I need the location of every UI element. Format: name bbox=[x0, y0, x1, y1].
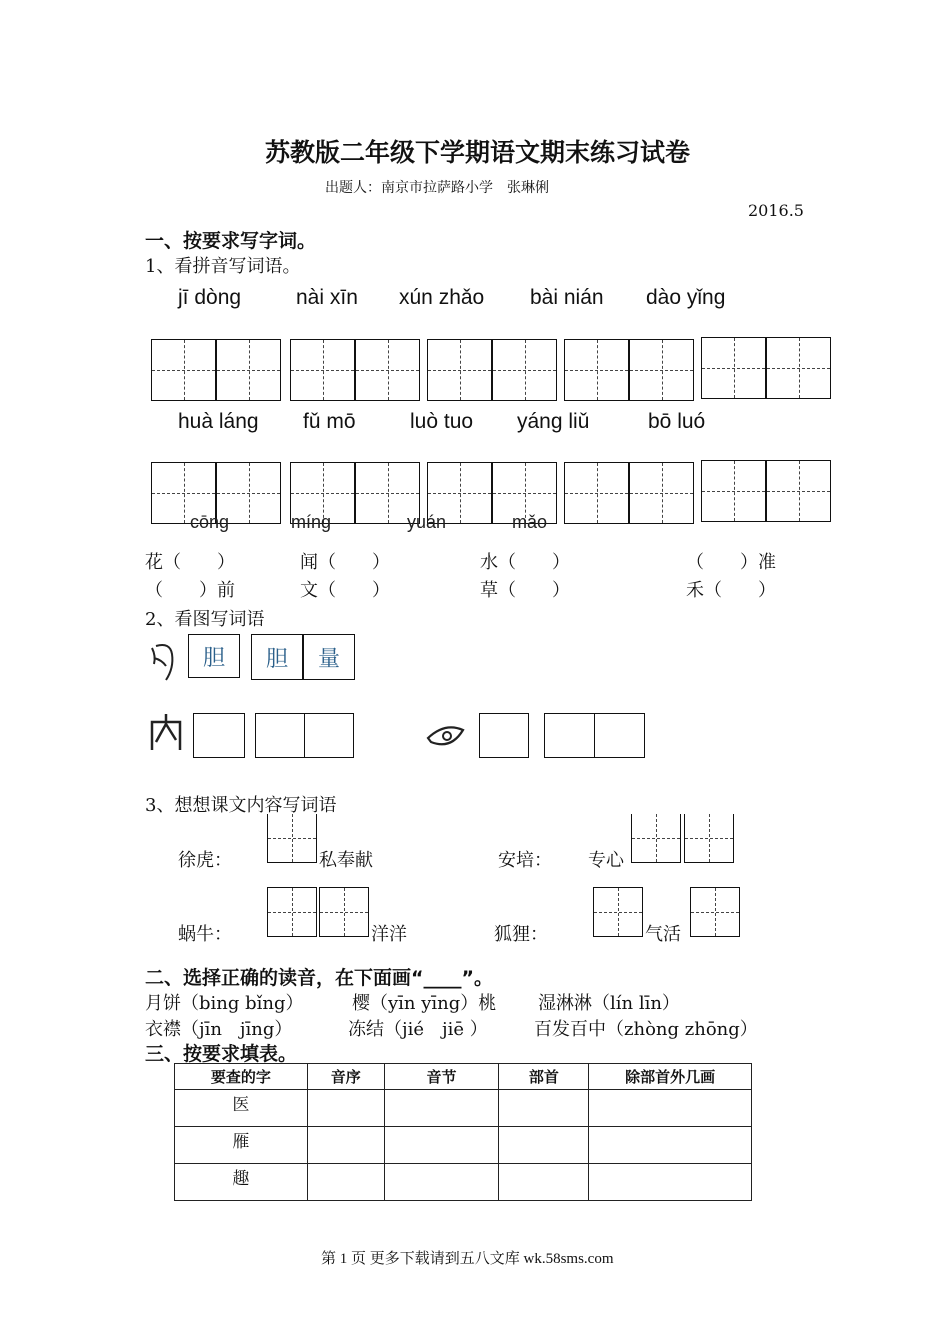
fill-item: （ ）准 bbox=[686, 552, 776, 573]
write-grid[interactable] bbox=[355, 339, 420, 401]
pinyin-7: fǔ mō bbox=[303, 410, 356, 433]
column-header: 要查的字 bbox=[175, 1064, 308, 1090]
write-grid[interactable] bbox=[701, 460, 766, 522]
table-cell-char: 趣 bbox=[175, 1164, 308, 1201]
write-grid[interactable] bbox=[564, 339, 629, 401]
q1-heading: 1、看拼音写词语。 bbox=[145, 256, 301, 277]
table-cell[interactable] bbox=[384, 1164, 499, 1201]
write-grid[interactable] bbox=[427, 339, 492, 401]
q3-heading: 3、想想课文内容写词语 bbox=[145, 795, 337, 816]
table-row bbox=[175, 1090, 752, 1127]
q3-text: 洋洋 bbox=[371, 924, 407, 945]
reading-choice: 樱（yīn yīng）桃 bbox=[352, 993, 497, 1014]
write-grid[interactable] bbox=[290, 339, 355, 401]
write-grid[interactable] bbox=[267, 887, 317, 937]
column-header: 音节 bbox=[384, 1064, 499, 1090]
section3-heading: 三、按要求填表。 bbox=[145, 1043, 298, 1065]
table-cell[interactable] bbox=[589, 1090, 752, 1127]
table-cell[interactable] bbox=[589, 1164, 752, 1201]
table-row bbox=[175, 1164, 752, 1201]
write-grid[interactable] bbox=[690, 887, 740, 937]
fill-item: 花（ ） bbox=[145, 552, 235, 573]
fill-item: 闻（ ） bbox=[300, 552, 390, 573]
table-cell[interactable] bbox=[499, 1164, 589, 1201]
reading-choice: 衣襟（jīn jīng） bbox=[145, 1019, 293, 1040]
eye-glyph-icon bbox=[425, 722, 467, 750]
q3-label: 蜗牛： bbox=[178, 924, 232, 945]
write-grid[interactable] bbox=[629, 339, 694, 401]
write-grid[interactable] bbox=[216, 339, 281, 401]
table-cell[interactable] bbox=[384, 1127, 499, 1164]
reading-choice: 湿淋淋（lín līn） bbox=[538, 993, 680, 1014]
write-grid[interactable] bbox=[631, 814, 681, 863]
small-pinyin: yuán bbox=[407, 512, 447, 532]
reading-choice: 冻结（jié jiē ） bbox=[348, 1019, 488, 1040]
q3-text: 气活 bbox=[645, 924, 681, 945]
author-line: 出题人：南京市拉萨路小学 张琳俐 bbox=[325, 180, 549, 196]
write-grid[interactable] bbox=[766, 337, 831, 399]
write-grid[interactable] bbox=[593, 887, 643, 937]
q3-label: 狐狸： bbox=[494, 924, 548, 945]
q3-label: 徐虎： bbox=[178, 850, 232, 871]
pinyin-2: nài xīn bbox=[296, 286, 358, 309]
pinyin-6: huà láng bbox=[178, 410, 259, 433]
write-grid[interactable] bbox=[766, 460, 831, 522]
table-cell[interactable] bbox=[307, 1090, 384, 1127]
write-grid[interactable] bbox=[319, 887, 369, 937]
write-grid[interactable] bbox=[684, 814, 734, 863]
ancient-glyph-icon bbox=[148, 710, 184, 754]
fill-item: （ ）前 bbox=[145, 580, 235, 601]
write-grid[interactable] bbox=[564, 462, 629, 524]
q3-text: 私奉献 bbox=[319, 850, 373, 871]
fill-item: 禾（ ） bbox=[686, 580, 776, 601]
answer-box[interactable] bbox=[544, 713, 595, 758]
column-header: 除部首外几画 bbox=[589, 1064, 752, 1090]
page-footer: 第 1 页 更多下载请到五八文库 wk.58sms.com bbox=[321, 1251, 614, 1267]
column-header: 音序 bbox=[307, 1064, 384, 1090]
answer-box[interactable]: 量 bbox=[303, 634, 355, 680]
lookup-table bbox=[174, 1063, 752, 1201]
answer-box[interactable] bbox=[479, 713, 529, 758]
exam-date: 2016.5 bbox=[748, 201, 804, 220]
write-grid[interactable] bbox=[151, 339, 216, 401]
fill-item: 草（ ） bbox=[480, 580, 570, 601]
section2-heading: 二、选择正确的读音，在下面画“____”。 bbox=[145, 967, 493, 989]
write-grid[interactable] bbox=[629, 462, 694, 524]
table-cell[interactable] bbox=[384, 1090, 499, 1127]
table-cell[interactable] bbox=[499, 1127, 589, 1164]
column-header: 部首 bbox=[499, 1064, 589, 1090]
q2-heading: 2、看图写词语 bbox=[145, 609, 265, 630]
q3-text: 专心 bbox=[588, 850, 624, 871]
q3-label: 安培： bbox=[498, 850, 552, 871]
pinyin-10: bō luó bbox=[648, 410, 706, 433]
small-pinyin: mǎo bbox=[512, 512, 548, 532]
write-grid[interactable] bbox=[701, 337, 766, 399]
answer-box[interactable]: 胆 bbox=[188, 634, 240, 678]
table-header-row bbox=[175, 1064, 752, 1090]
pinyin-3: xún zhǎo bbox=[399, 286, 485, 309]
answer-box[interactable] bbox=[304, 713, 354, 758]
reading-choice: 月饼（bing bǐng） bbox=[145, 993, 304, 1014]
section1-heading: 一、按要求写字词。 bbox=[145, 230, 317, 252]
write-grid[interactable] bbox=[492, 339, 557, 401]
table-cell[interactable] bbox=[499, 1090, 589, 1127]
small-pinyin: cōng bbox=[190, 512, 230, 532]
answer-box[interactable]: 胆 bbox=[251, 634, 303, 680]
fill-item: 文（ ） bbox=[300, 580, 390, 601]
answer-box[interactable] bbox=[255, 713, 305, 758]
answer-box[interactable] bbox=[193, 713, 245, 758]
reading-choice: 百发百中（zhòng zhōng） bbox=[534, 1019, 758, 1040]
pinyin-1: jī dòng bbox=[178, 286, 242, 309]
table-cell-char: 雁 bbox=[175, 1127, 308, 1164]
table-cell-char: 医 bbox=[175, 1090, 308, 1127]
ancient-glyph-icon bbox=[148, 640, 182, 684]
pinyin-8: luò tuo bbox=[410, 410, 474, 433]
write-grid[interactable] bbox=[267, 814, 317, 863]
table-cell[interactable] bbox=[307, 1127, 384, 1164]
pinyin-5: dào yǐng bbox=[646, 286, 726, 309]
table-row bbox=[175, 1127, 752, 1164]
page-title: 苏教版二年级下学期语文期末练习试卷 bbox=[265, 138, 691, 167]
pinyin-9: yáng liǔ bbox=[517, 410, 590, 433]
answer-box[interactable] bbox=[594, 713, 645, 758]
table-cell[interactable] bbox=[589, 1127, 752, 1164]
fill-item: 水（ ） bbox=[480, 552, 570, 573]
pinyin-4: bài nián bbox=[530, 286, 604, 309]
table-cell[interactable] bbox=[307, 1164, 384, 1201]
small-pinyin: míng bbox=[291, 512, 332, 532]
